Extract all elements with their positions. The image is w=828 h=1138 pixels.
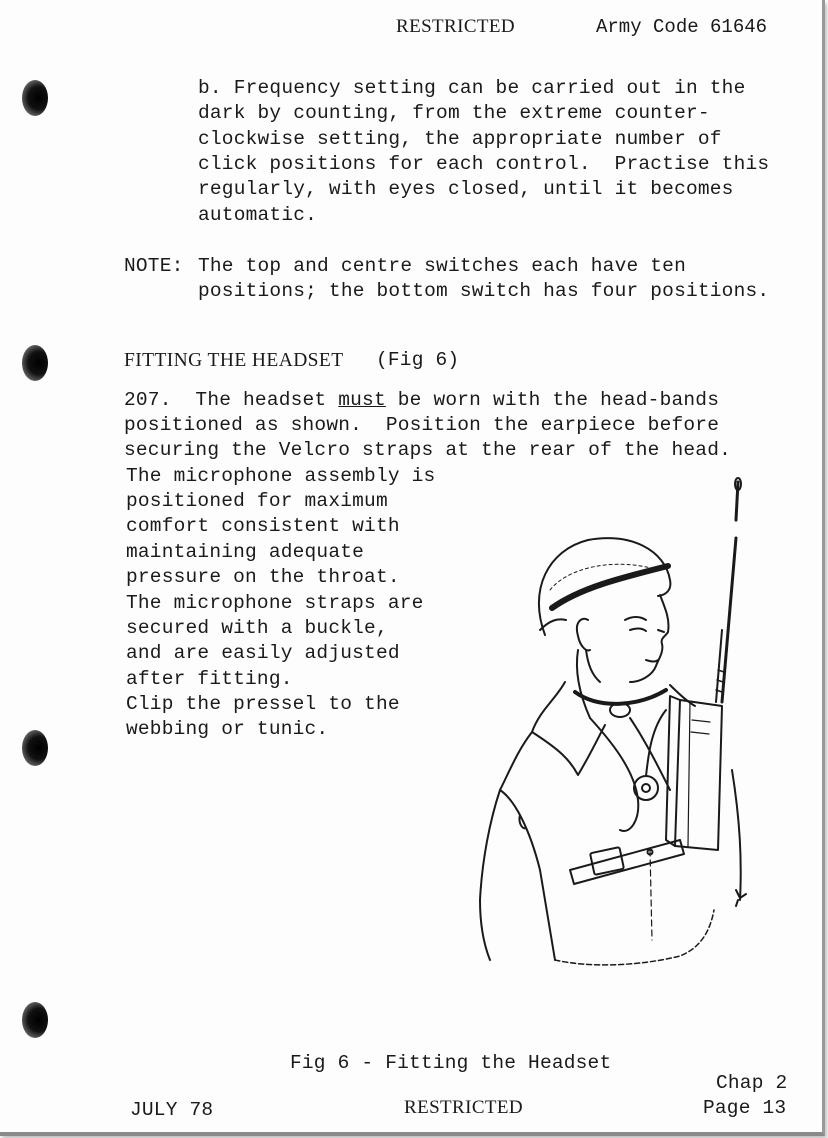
- para-207-side-line: and are easily adjusted: [126, 642, 400, 664]
- para-207-side-line: The microphone assembly is: [126, 465, 436, 487]
- emphasis-must: must: [338, 389, 386, 411]
- para-207-side-line: comfort consistent with: [126, 515, 400, 537]
- footer-chapter: Chap 2: [716, 1072, 788, 1094]
- figure-caption: Fig 6 - Fitting the Headset: [290, 1052, 612, 1074]
- helmet: [539, 538, 670, 635]
- para-b-line: clockwise setting, the appropriate number of: [198, 128, 722, 150]
- footer-page: Page 13: [703, 1097, 787, 1119]
- binder-hole-2: [22, 345, 48, 381]
- para-207-line: 207. The headset must be worn with the head-bands: [124, 389, 720, 411]
- header-classification: RESTRICTED: [396, 16, 516, 37]
- radio-set: [666, 696, 722, 850]
- antenna: [716, 478, 741, 702]
- para-207-side-line: positioned for maximum: [126, 490, 388, 512]
- para-207-side-line: Clip the pressel to the: [126, 693, 400, 715]
- note-line: The top and centre switches each have ten: [198, 255, 686, 277]
- header-army-code: Army Code 61646: [596, 16, 768, 38]
- face: [577, 595, 669, 682]
- para-b-line: dark by counting, from the extreme counter-: [198, 102, 710, 124]
- para-b-line: automatic.: [198, 204, 318, 226]
- para-207-side-line: secured with a buckle,: [126, 617, 388, 639]
- section-fig-ref: (Fig 6): [376, 349, 460, 371]
- para-b-line: b. Frequency setting can be carried out in the: [198, 77, 746, 99]
- para-207-side-line: webbing or tunic.: [126, 718, 329, 740]
- para-207-line: positioned as shown. Position the earpiece before: [124, 414, 720, 436]
- footer-classification: RESTRICTED: [404, 1097, 524, 1118]
- footer-date: JULY 78: [130, 1099, 214, 1121]
- para-b-line: regularly, with eyes closed, until it becomes: [198, 178, 734, 200]
- binder-hole-3: [22, 730, 48, 766]
- headset-illustration: [470, 470, 770, 970]
- binder-hole-4: [22, 1002, 48, 1038]
- note-label: NOTE:: [124, 255, 184, 277]
- pressel-cable: [590, 710, 670, 831]
- para-207-side-line: The microphone straps are: [126, 592, 424, 614]
- section-title: FITTING THE HEADSET: [124, 350, 344, 371]
- para-207-line: securing the Velcro straps at the rear of the head.: [124, 439, 731, 461]
- para-b-line: click positions for each control. Practise this: [198, 153, 770, 175]
- jacket: [480, 682, 746, 965]
- webbing-strap: [570, 840, 684, 884]
- para-207-side-line: pressure on the throat.: [126, 566, 400, 588]
- binder-hole-1: [22, 80, 48, 116]
- note-line: positions; the bottom switch has four positions.: [198, 280, 770, 302]
- para-207-side-line: after fitting.: [126, 668, 293, 690]
- para-207-side-line: maintaining adequate: [126, 541, 365, 563]
